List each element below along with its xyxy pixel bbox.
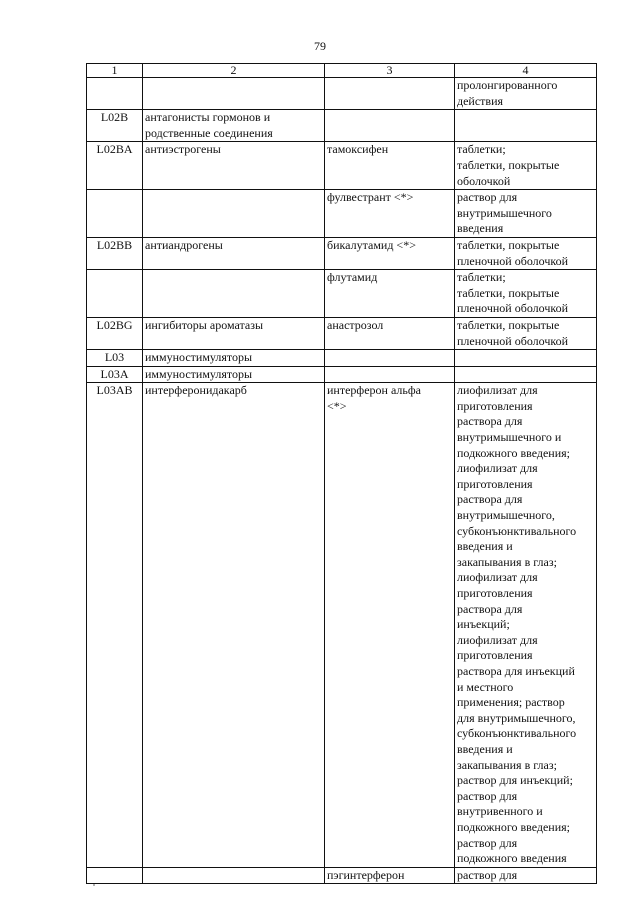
- header-cell-2: 2: [143, 64, 325, 78]
- page-number: 79: [314, 39, 326, 53]
- drug-name-cell: [325, 366, 455, 383]
- group-name-cell: антиандрогены: [143, 237, 325, 269]
- dosage-form-cell: таблетки, покрытые пленочной оболочкой: [455, 317, 597, 349]
- drug-table: [86, 63, 597, 884]
- group-name-cell: иммуностимуляторы: [143, 366, 325, 383]
- table-row: [87, 237, 597, 269]
- table-header-row: [87, 64, 597, 78]
- table-row: [87, 350, 597, 367]
- atc-code-cell: L03AB: [87, 383, 143, 867]
- dosage-form-cell: раствор для внутримышечного введения: [455, 190, 597, 238]
- drug-name-cell: анастрозол: [325, 317, 455, 349]
- atc-code-cell: [87, 78, 143, 110]
- group-name-cell: иммуностимуляторы: [143, 350, 325, 367]
- group-name-cell: антиэстрогены: [143, 142, 325, 190]
- atc-code-cell: L03: [87, 350, 143, 367]
- header-cell-3: 3: [325, 64, 455, 78]
- table-row: [87, 317, 597, 349]
- group-name-cell: антагонисты гормонов и родственные соединения: [143, 110, 325, 142]
- dosage-form-cell: таблетки; таблетки, покрытые оболочкой: [455, 142, 597, 190]
- header-cell-4: 4: [455, 64, 597, 78]
- atc-code-cell: [87, 867, 143, 884]
- dosage-form-cell: таблетки, покрытые пленочной оболочкой: [455, 237, 597, 269]
- drug-name-cell: [325, 110, 455, 142]
- dosage-form-cell: раствор для: [455, 867, 597, 884]
- table-row: [87, 270, 597, 318]
- dosage-form-cell: [455, 350, 597, 367]
- table-row: [87, 190, 597, 238]
- table-row: [87, 366, 597, 383]
- table-body: [87, 64, 597, 884]
- scan-speck: [93, 884, 95, 886]
- atc-code-cell: [87, 270, 143, 318]
- drug-name-cell: пэгинтерферон: [325, 867, 455, 884]
- atc-code-cell: L02BB: [87, 237, 143, 269]
- drug-name-cell: флутамид: [325, 270, 455, 318]
- drug-name-cell: [325, 78, 455, 110]
- header-cell-1: 1: [87, 64, 143, 78]
- dosage-form-cell: [455, 366, 597, 383]
- atc-code-cell: [87, 190, 143, 238]
- atc-code-cell: L02BG: [87, 317, 143, 349]
- drug-name-cell: интерферон альфа <*>: [325, 383, 455, 867]
- group-name-cell: [143, 78, 325, 110]
- table-row: [87, 383, 597, 867]
- table-row: [87, 110, 597, 142]
- drug-name-cell: тамоксифен: [325, 142, 455, 190]
- dosage-form-cell: лиофилизат для приготовления раствора для внутримышечного и подкожного введения; лиофилизат для приготовления раствора для внутримышечного, субконъюнктивального введения и закапывания в глаз; лиофилизат для приготовления раствора для инъекций; лиофилизат для приготовления раствора для инъекций и местного применения; раствор для внутримышечного, субконъюнктивального введения и закапывания в глаз; раствор для инъекций; раствор для внутривенного и подкожного введения; раствор для подкожного введения: [455, 383, 597, 867]
- dosage-form-cell: пролонгированного действия: [455, 78, 597, 110]
- drug-name-cell: [325, 350, 455, 367]
- drug-name-cell: фулвестрант <*>: [325, 190, 455, 238]
- group-name-cell: ингибиторы ароматазы: [143, 317, 325, 349]
- group-name-cell: [143, 270, 325, 318]
- table-row: [87, 78, 597, 110]
- group-name-cell: интерферонидакарб: [143, 383, 325, 867]
- group-name-cell: [143, 867, 325, 884]
- atc-code-cell: L03A: [87, 366, 143, 383]
- drug-name-cell: бикалутамид <*>: [325, 237, 455, 269]
- table-row: [87, 142, 597, 190]
- dosage-form-cell: [455, 110, 597, 142]
- group-name-cell: [143, 190, 325, 238]
- table-row: [87, 867, 597, 884]
- atc-code-cell: L02BA: [87, 142, 143, 190]
- dosage-form-cell: таблетки; таблетки, покрытые пленочной оболочкой: [455, 270, 597, 318]
- atc-code-cell: L02B: [87, 110, 143, 142]
